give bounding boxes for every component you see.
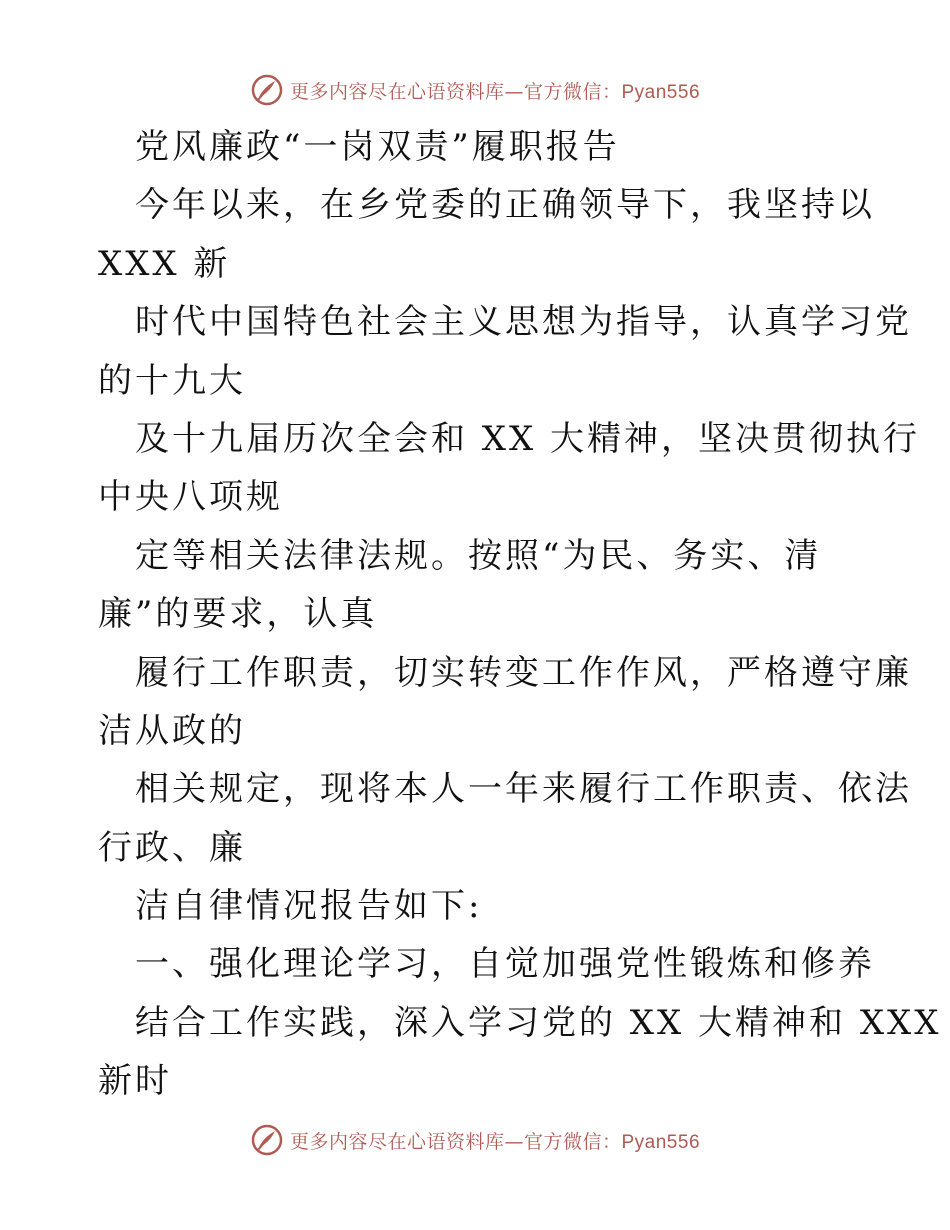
text-line: 新时 [98,1061,172,1102]
text-line: 廉”的要求，认真 [98,594,378,635]
text-line: XXX 新 [98,243,231,284]
text-line: 洁从政的 [98,710,246,751]
text-line: 的十九大 [98,360,246,401]
text-line: 一、强化理论学习，自觉加强党性锻炼和修养 [135,944,875,985]
text-line: 行政、廉 [98,827,246,868]
text-line: 结合工作实践，深入学习党的 XX 大精神和 XXX [135,1002,942,1043]
text-line: 履行工作职责，切实转变工作作风，严格遵守廉 [135,652,912,693]
watermark-text: 更多内容尽在心语资料库—官方微信：Pyan556 [289,1130,701,1153]
quill-logo-icon [250,73,284,107]
text-line: 相关规定，现将本人一年来履行工作职责、依法 [135,769,912,810]
text-line: 中央八项规 [98,477,283,518]
text-line: 时代中国特色社会主义思想为指导，认真学习党 [135,302,912,343]
text-line: 党风廉政“一岗双责”履职报告 [135,127,620,167]
quill-logo-icon [250,1123,284,1157]
text-line: 洁自律情况报告如下: [135,886,483,927]
watermark-text: 更多内容尽在心语资料库—官方微信：Pyan556 [289,80,701,103]
watermark-header [0,70,950,110]
watermark-footer [0,1120,950,1160]
document-body [98,118,942,1111]
text-line: 定等相关法律法规。按照“为民、务实、清 [135,535,822,576]
text-line: 今年以来，在乡党委的正确领导下，我坚持以 [135,185,875,226]
text-line: 及十九届历次全会和 XX 大精神，坚决贯彻执行 [135,418,921,459]
